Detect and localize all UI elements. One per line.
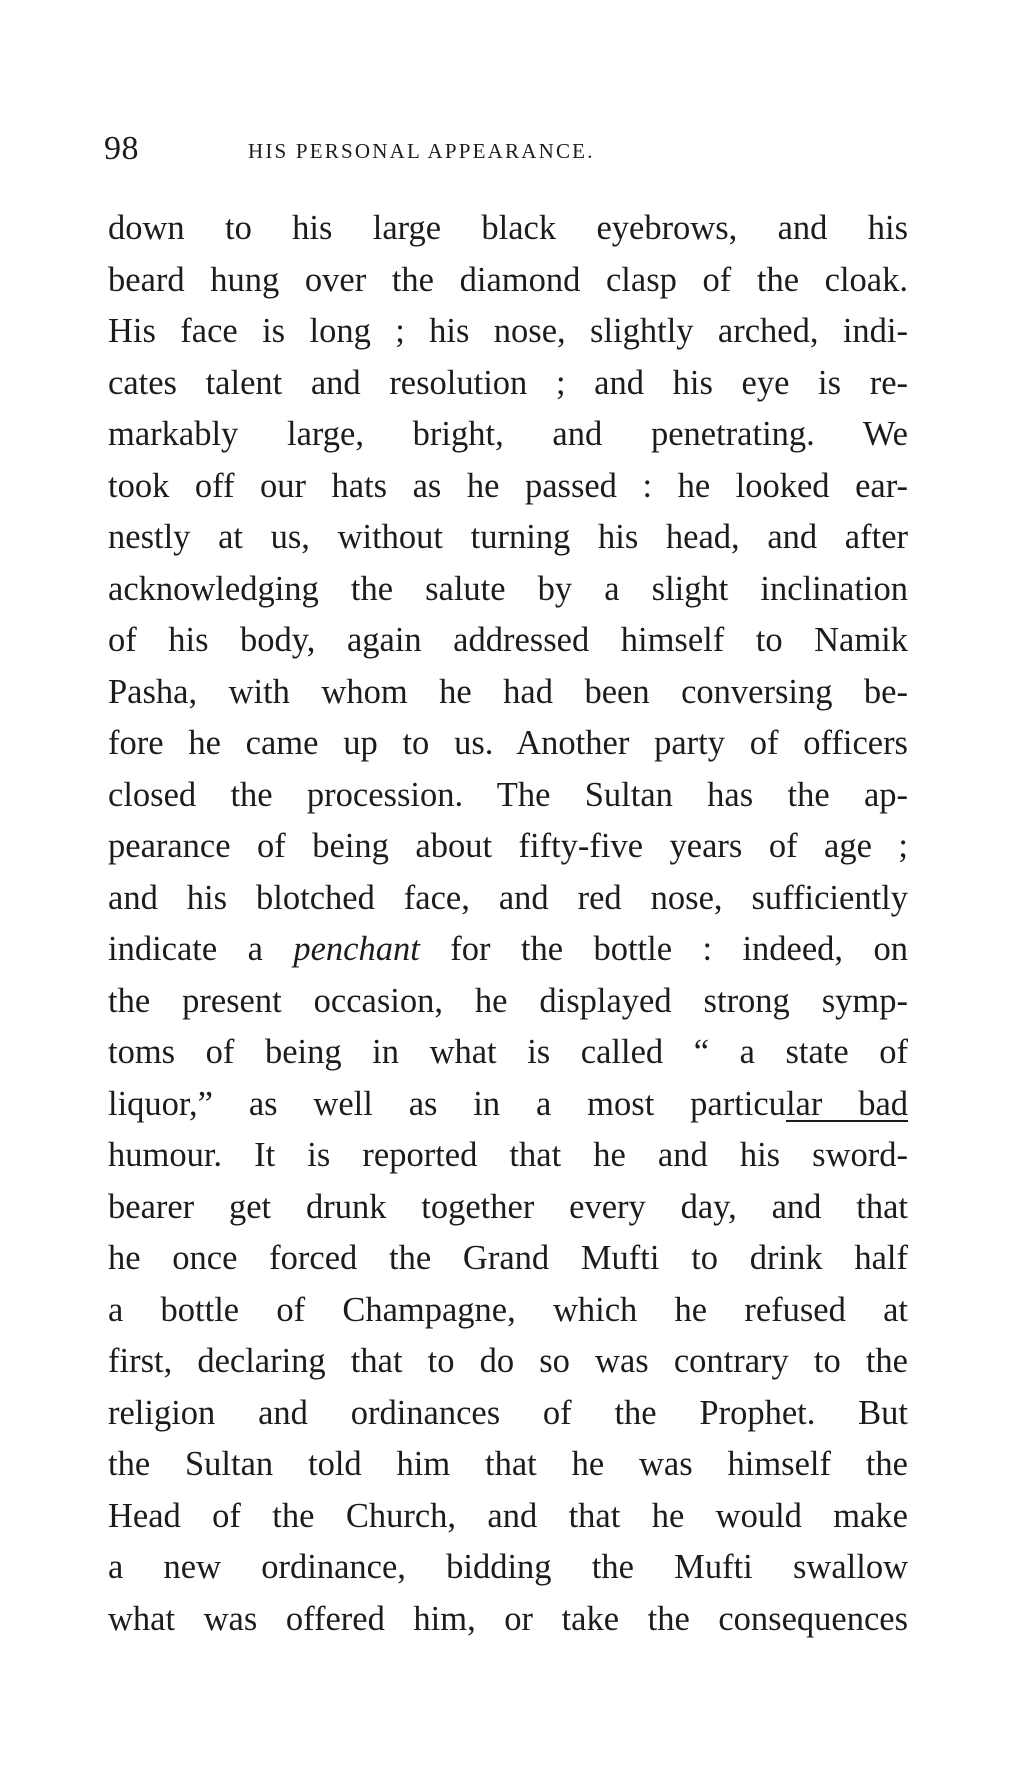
text-line: acknowledging the salute by a slight inclination <box>108 569 908 608</box>
text-line: Head of the Church, and that he would make <box>108 1496 908 1535</box>
text-run: indicate a <box>108 930 294 968</box>
text-line: a new ordinance, bidding the Mufti swallow <box>108 1548 908 1586</box>
text-line: Pasha, with whom he had been conversing be- <box>108 672 908 711</box>
text-run: liquor,” as well as in a most particu <box>108 1084 786 1123</box>
text-line: bearer get drunk together every day, and that <box>108 1187 908 1226</box>
text-line: pearance of being about fifty-five years of age ; <box>108 827 908 865</box>
text-line: what was offered him, or take the consequences <box>108 1599 908 1638</box>
text-line: His face is long ; his nose, slightly arched, indi- <box>108 312 908 350</box>
page-number: 98 <box>104 130 139 167</box>
running-head <box>104 124 904 174</box>
text-line: closed the procession. The Sultan has the ap- <box>108 775 908 814</box>
text-line: fore he came up to us. Another party of officers <box>108 724 908 762</box>
text-line: nestly at us, without turning his head, and after <box>108 518 908 556</box>
text-line: markably large, bright, and penetrating. We <box>108 415 908 453</box>
text-line: and his blotched face, and red nose, sufficiently <box>108 878 908 917</box>
text-line: the Sultan told him that he was himself the <box>108 1445 908 1483</box>
text-line: cates talent and resolution ; and his eye is re- <box>108 363 908 402</box>
text-line: he once forced the Grand Mufti to drink half <box>108 1239 908 1277</box>
text-line: first, declaring that to do so was contrary to the <box>108 1342 908 1380</box>
text-line: toms of being in what is called “ a state of <box>108 1033 908 1071</box>
text-line: took off our hats as he passed : he looked ear- <box>108 466 908 505</box>
underlined-text: lar bad <box>785 1084 908 1123</box>
text-line <box>108 1079 908 1131</box>
text-line: down to his large black eyebrows, and his <box>108 209 908 247</box>
text-line: humour. It is reported that he and his sword- <box>108 1136 908 1174</box>
italic-word: penchant <box>293 930 420 968</box>
text-line: the present occasion, he displayed strong symp- <box>108 981 908 1020</box>
text-line: beard hung over the diamond clasp of the cloak. <box>108 260 908 299</box>
text-line: religion and ordinances of the Prophet. But <box>108 1393 908 1432</box>
text-line <box>108 924 908 976</box>
running-title: HIS PERSONAL APPEARANCE. <box>248 139 595 163</box>
text-run: for the bottle : indeed, on <box>419 930 908 968</box>
text-line: of his body, again addressed himself to Namik <box>108 621 908 659</box>
body-text <box>108 203 908 1645</box>
text-line: a bottle of Champagne, which he refused at <box>108 1290 908 1329</box>
